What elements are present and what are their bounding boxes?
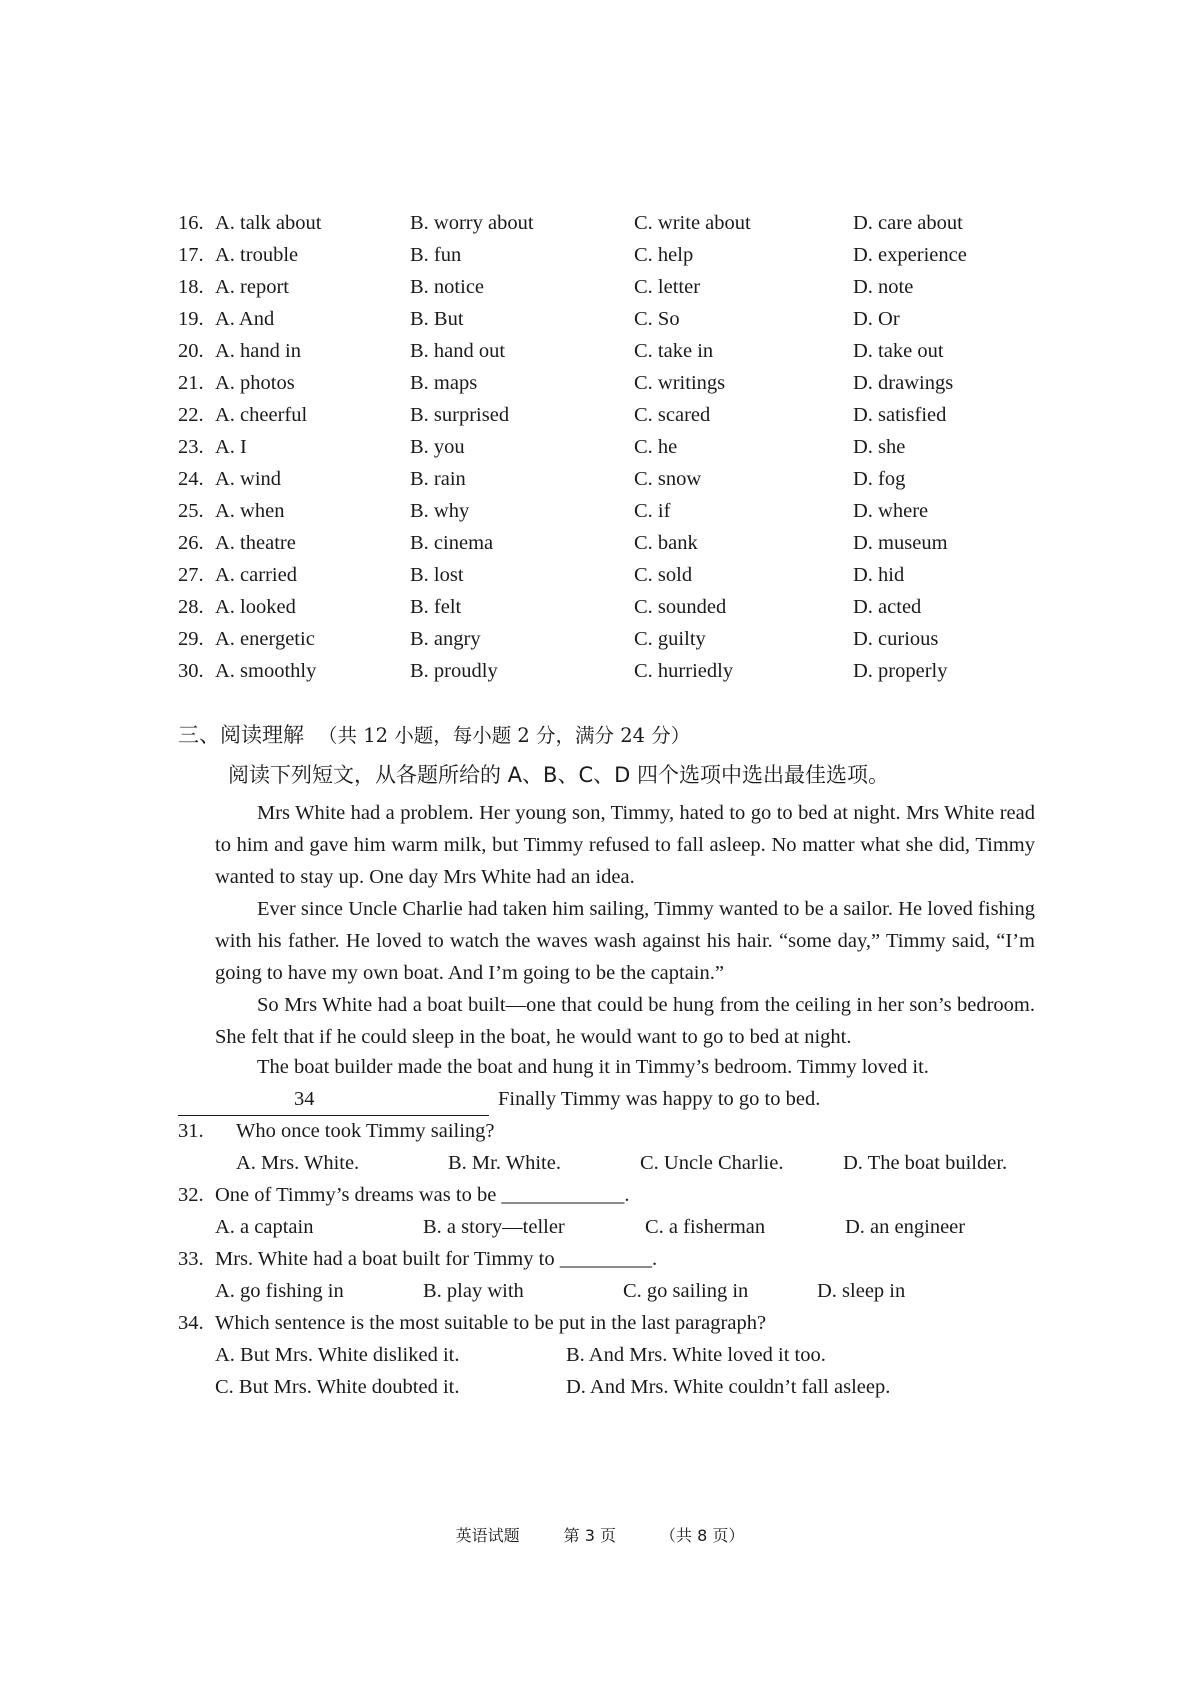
option-b: B. play with [423,1280,524,1302]
passage-paragraph: Ever since Uncle Charlie had taken him sailing, Timmy wanted to be a sailor. He loved fishing with his father. He loved to watch the waves wash against his hair. “some day,” Timmy said, “I’m going to have my own boat. And I’m going to be the captain.” [215,898,1035,984]
option-b: B. worry about [410,212,534,234]
option-d: D. note [853,276,914,298]
option-c: C. hurriedly [634,660,734,682]
option-d: D. Or [853,308,900,330]
option-c: C. go sailing in [623,1280,749,1302]
option-b: B. cinema [410,532,494,554]
option-d: D. sleep in [817,1280,906,1302]
option-a: A. cheerful [215,404,308,426]
option-c: C. a fisherman [645,1216,766,1238]
question-number: 17. [178,244,204,266]
option-c: C. if [634,500,671,522]
option-b: B. angry [410,628,481,650]
option-b: B. notice [410,276,485,298]
option-row [0,591,1200,623]
option-d: D. she [853,436,906,458]
question-number: 31. [178,1120,204,1142]
answer-blank-34 [178,1083,489,1116]
option-c: C. letter [634,276,701,298]
option-a: A. smoothly [215,660,317,682]
question-stem: Which sentence is the most suitable to be put in the last paragraph? [215,1312,767,1334]
question-number: 29. [178,628,204,650]
question-number: 28. [178,596,204,618]
option-d: D. And Mrs. White couldn’t fall asleep. [566,1376,891,1398]
question-stem: One of Timmy’s dreams was to be ____________. [215,1184,630,1206]
section-score-note: （共 12 小题，每小题 2 分，满分 24 分） [318,724,691,747]
question-number: 23. [178,436,204,458]
option-c: C. But Mrs. White doubted it. [215,1376,460,1398]
option-a: A. trouble [215,244,299,266]
question-number: 32. [178,1184,204,1206]
option-a: A. Mrs. White. [236,1152,360,1174]
option-c: C. help [634,244,694,266]
question-stem: Mrs. White had a boat built for Timmy to _________. [215,1248,658,1270]
option-d: D. acted [853,596,922,618]
option-d: D. satisfied [853,404,947,426]
option-c: C. write about [634,212,751,234]
option-b: B. rain [410,468,466,490]
option-c: C. take in [634,340,714,362]
question-number: 21. [178,372,204,394]
footer-total-pages: （共 8 页） [660,1526,745,1545]
question-number: 30. [178,660,204,682]
option-b: B. hand out [410,340,506,362]
option-a: A. wind [215,468,282,490]
question-stem: Who once took Timmy sailing? [236,1120,495,1142]
option-row [0,335,1200,367]
option-a: A. energetic [215,628,315,650]
option-d: D. where [853,500,929,522]
option-row [0,655,1200,687]
question-number: 24. [178,468,204,490]
footer-page-number: 第 3 页 [563,1526,616,1545]
option-row [0,367,1200,399]
option-row [0,495,1200,527]
option-row [0,207,1200,239]
option-a: A. looked [215,596,296,618]
option-a: A. talk about [215,212,322,234]
option-d: D. museum [853,532,948,554]
option-row [0,239,1200,271]
option-c: C. So [634,308,680,330]
option-row [0,623,1200,655]
option-c: C. he [634,436,678,458]
option-d: D. properly [853,660,948,682]
question-number: 18. [178,276,204,298]
option-b: B. And Mrs. White loved it too. [566,1344,826,1366]
option-a: A. And [215,308,275,330]
question-number: 19. [178,308,204,330]
option-d: D. curious [853,628,939,650]
question-number: 16. [178,212,204,234]
option-b: B. why [410,500,470,522]
option-c: C. guilty [634,628,706,650]
option-a: A. hand in [215,340,301,362]
option-b: B. you [410,436,465,458]
question-number: 20. [178,340,204,362]
option-b: B. felt [410,596,462,618]
page-footer [0,1521,1200,1551]
option-row [0,271,1200,303]
option-b: B. Mr. White. [448,1152,561,1174]
option-b: B. But [410,308,464,330]
option-row [0,431,1200,463]
option-a: A. photos [215,372,295,394]
blank-number: 34 [294,1088,315,1110]
option-a: A. when [215,500,285,522]
question-number: 22. [178,404,204,426]
option-c: C. snow [634,468,702,490]
passage-paragraph: So Mrs White had a boat built—one that could be hung from the ceiling in her son’s bedroom. She felt that if he could sleep in the boat, he would want to go to bed at night. [215,994,1035,1048]
option-a: A. carried [215,564,297,586]
option-row [0,559,1200,591]
option-a: A. I [215,436,247,458]
option-b: B. lost [410,564,464,586]
option-d: D. care about [853,212,963,234]
question-number: 34. [178,1312,204,1334]
passage-paragraph: Mrs White had a problem. Her young son, Timmy, hated to go to bed at night. Mrs White read to him and gave him warm milk, but Timmy refused to fall asleep. No matter what she did, Timmy wanted to stay up. One day Mrs White had an idea. [215,802,1035,888]
option-a: A. But Mrs. White disliked it. [215,1344,460,1366]
option-row [0,463,1200,495]
option-d: D. drawings [853,372,954,394]
section-instruction: 阅读下列短文，从各题所给的 A、B、C、D 四个选项中选出最佳选项。 [228,763,889,787]
passage-paragraph: The boat builder made the boat and hung it in Timmy’s bedroom. Timmy loved it. [257,1056,929,1078]
option-d: D. experience [853,244,967,266]
question-number: 33. [178,1248,204,1270]
option-b: B. fun [410,244,462,266]
option-b: B. surprised [410,404,510,426]
option-c: C. scared [634,404,711,426]
passage-final-sentence: Finally Timmy was happy to go to bed. [498,1088,821,1110]
question-number: 27. [178,564,204,586]
question-number: 25. [178,500,204,522]
option-a: A. go fishing in [215,1280,344,1302]
option-a: A. theatre [215,532,296,554]
option-d: D. hid [853,564,905,586]
option-a: A. report [215,276,290,298]
option-c: C. sold [634,564,693,586]
footer-subject: 英语试题 [455,1526,520,1545]
option-b: B. maps [410,372,478,394]
option-c: C. sounded [634,596,727,618]
section-title: 三、阅读理解 [178,723,304,747]
section-heading [178,717,690,754]
option-c: C. writings [634,372,726,394]
option-d: D. take out [853,340,944,362]
option-row [0,399,1200,431]
option-d: D. fog [853,468,906,490]
option-b: B. a story—teller [423,1216,565,1238]
question-number: 26. [178,532,204,554]
option-row [0,527,1200,559]
option-a: A. a captain [215,1216,314,1238]
option-b: B. proudly [410,660,498,682]
option-c: C. Uncle Charlie. [640,1152,784,1174]
option-row [0,303,1200,335]
option-c: C. bank [634,532,698,554]
option-d: D. an engineer [845,1216,966,1238]
option-d: D. The boat builder. [843,1152,1008,1174]
